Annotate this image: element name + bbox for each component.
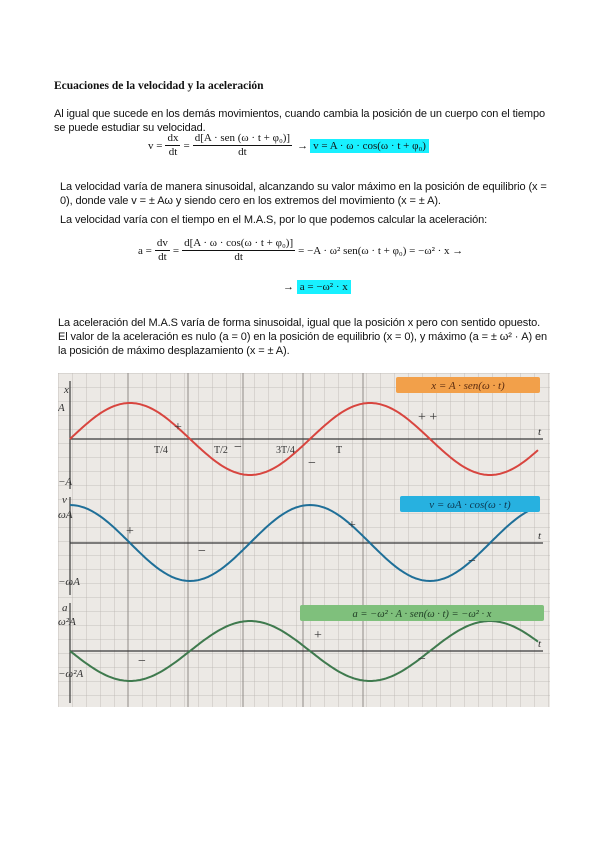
graph2-sign-3: + — [348, 518, 356, 533]
graph2-sign-4: − — [468, 554, 476, 569]
graph3-ylabel: a — [62, 602, 68, 614]
eq1-lhs: v = — [148, 139, 163, 152]
graph2-sign-2: − — [198, 544, 206, 559]
graph3-sign-1: − — [138, 654, 146, 669]
eq2-num1: dv — [156, 237, 168, 249]
section-heading: Ecuaciones de la velocidad y la aceleración — [54, 80, 264, 92]
eq2-arrow: → — [283, 281, 294, 293]
eq1-equals: = — [183, 139, 190, 152]
velocity-paragraph-2: La velocidad varía con el tiempo en el M.A.S, por lo que podemos calcular la aceleración: — [60, 214, 488, 226]
mas-graphs-photo — [58, 373, 550, 707]
eq1-den2: dt — [238, 146, 247, 158]
eq2-num2: d[A · ω · cos(ω · t + φ₀)] — [184, 237, 294, 249]
velocity-label: v = ωA · cos(ω · t) — [429, 499, 511, 511]
graph2-taxis: t — [538, 530, 542, 542]
eq1-arrow: → — [297, 139, 309, 152]
graph2-ylabel: v — [62, 494, 67, 506]
graph3-ymax: ω²A — [58, 616, 76, 628]
graph3-sign-3: − — [418, 652, 426, 667]
acceleration-paragraph-2: El valor de la aceleración es nulo (a = 0) en la posición de equilibrio (x = 0), y máximo (a = ± ω² · A) en la posición de máximo desplazamiento (x = ± A). — [58, 331, 548, 357]
eq2-den2: dt — [234, 251, 243, 263]
eq2-rest: = −A · ω² sen(ω · t + φ₀) = −ω² · x → — [298, 244, 464, 257]
graph2-ymin: −ωA — [58, 576, 80, 588]
eq1-fraction-2 — [193, 132, 292, 159]
acceleration-equation — [138, 237, 463, 264]
graph2-ymax: ωA — [58, 509, 73, 521]
tick-quarter-period: T/4 — [154, 445, 168, 456]
velocity-equation — [148, 132, 429, 159]
graph1-taxis: t — [538, 426, 542, 438]
eq2-result: a = −ω² · x — [297, 280, 351, 294]
graph1-sign-4: + + — [418, 410, 438, 425]
acceleration-paragraph-1: La aceleración del M.A.S varía de forma sinusoidal, igual que la posición x pero con sentido opuesto. — [58, 317, 541, 329]
graph3-taxis: t — [538, 638, 542, 650]
velocity-paragraph-1: La velocidad varía de manera sinusoidal, alcanzando su valor máximo en la posición de equilibrio (x = 0), donde vale v = ± Aω y siendo cero en los extremos del movimiento (x = ± A). — [60, 181, 547, 207]
eq1-fraction-1 — [165, 132, 180, 159]
tick-period: T — [336, 445, 343, 456]
eq1-num2: d[A · sen (ω · t + φ₀)] — [194, 132, 291, 144]
acceleration-label: a = −ω² · A · sen(ω · t) = −ω² · x — [352, 609, 492, 620]
graph3-sign-2: + — [314, 628, 322, 643]
position-label: x = A · sen(ω · t) — [431, 380, 505, 392]
eq1-den1: dt — [168, 146, 178, 158]
eq1-result: v = A · ω · cos(ω · t + φ₀) — [310, 139, 429, 153]
graph2-sign-1: + — [126, 524, 134, 539]
acceleration-result-line — [283, 281, 351, 293]
eq2-equals: = — [172, 244, 180, 257]
graph3-ymin: −ω²A — [58, 668, 84, 680]
mas-graphs-svg — [58, 373, 550, 707]
tick-three-quarter-period: 3T/4 — [276, 445, 295, 456]
intro-paragraph: Al igual que sucede en los demás movimientos, cuando cambia la posición de un cuerpo con el tiempo se puede estudiar su velocidad. — [54, 108, 545, 134]
graph1-ymin: −A — [58, 476, 73, 488]
eq1-num1: dx — [167, 132, 179, 144]
eq2-fraction-2 — [182, 237, 295, 264]
graph1-sign-1: + — [174, 420, 182, 435]
graph1-ymax: A — [58, 402, 65, 414]
graph1-ylabel: x — [64, 384, 69, 396]
tick-half-period: T/2 — [214, 445, 228, 456]
eq2-den1: dt — [158, 251, 167, 263]
eq2-fraction-1 — [155, 237, 170, 264]
eq2-lhs: a = — [138, 244, 152, 257]
graph1-sign-2: − — [234, 440, 242, 455]
graph1-sign-3: − — [308, 456, 316, 471]
